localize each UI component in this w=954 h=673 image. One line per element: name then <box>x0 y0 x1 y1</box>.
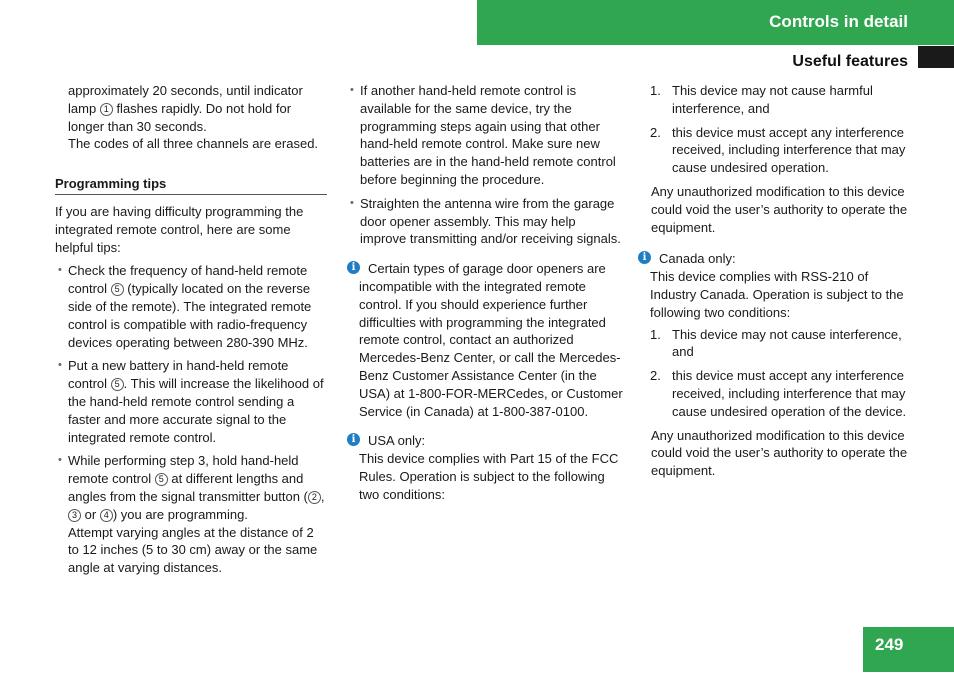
item-number-4: 4 <box>100 509 113 522</box>
programming-tips-heading: Programming tips <box>55 175 327 195</box>
usa-condition-2 <box>638 124 914 177</box>
info-icon: i <box>347 261 360 274</box>
item-number-3: 3 <box>68 509 81 522</box>
tip-bullet-other-remote: • If another hand-held remote control is available for the same device, try the programming steps again using that other hand-held remote control. Make sure new batteries are in the hand-held remote control before beginning the procedure. <box>347 82 623 189</box>
intro-line: lamp <box>68 100 97 116</box>
tip-bullet-frequency <box>55 262 327 351</box>
list-number: 2. <box>650 368 661 384</box>
list-text: This device may not cause interference, and <box>672 326 902 360</box>
thumb-tab-marker <box>918 46 954 68</box>
bullet-text: Attempt varying angles at the distance of 2 to 12 inches (5 to 30 cm) away or the same angle at varying distances. <box>68 524 318 576</box>
info-note-canada <box>638 250 914 321</box>
intro-line: flashes rapidly. Do not hold for <box>116 100 292 116</box>
list-number: 1. <box>650 326 661 342</box>
tip-bullet-angles <box>55 452 327 577</box>
item-number-2: 2 <box>308 491 321 504</box>
column-middle <box>347 82 623 504</box>
item-number-5: 5 <box>111 283 124 296</box>
list-number: 1. <box>650 83 661 98</box>
info-usa-title: USA only: <box>368 433 426 449</box>
bullet-text: (typically located on the reverse side of the remote). The integrated remote control is compatible with radio-frequency devices operating between 280-390 MHz. <box>68 281 312 350</box>
page-number-box <box>863 627 954 672</box>
page-number: 249 <box>875 635 904 654</box>
list-text: This device may not cause harmful interference, and <box>672 83 873 116</box>
intro-line: approximately 20 seconds, until indicator <box>68 83 303 98</box>
list-text: this device must accept any interference received, including interference that may cause undesired operation of the device. <box>672 368 907 419</box>
programming-tips-lead: If you are having difficulty programming the integrated remote control, here are some helpful tips: <box>55 203 304 255</box>
list-text: this device must accept any interference received, including interference that may cause undesired operation. <box>672 124 906 176</box>
info-note-incompatible <box>347 260 623 420</box>
bullet-text: ) you are programming. <box>112 506 248 522</box>
info-icon: i <box>347 433 360 446</box>
column-right <box>638 82 914 480</box>
indicator-number-1: 1 <box>100 103 113 116</box>
intro-paragraph <box>55 82 327 153</box>
column-left <box>55 82 327 583</box>
intro-line: longer than 30 seconds. <box>68 118 207 134</box>
usa-condition-1 <box>638 82 914 118</box>
info-usa-body: This device complies with Part 15 of the FCC Rules. Operation is subject to the following two conditions: <box>359 451 619 502</box>
section-title: Controls in detail <box>769 12 908 31</box>
subsection-title: Useful features <box>792 53 908 70</box>
intro-line: The codes of all three channels are erased. <box>68 136 319 152</box>
bullet-text: or <box>84 506 97 522</box>
info-canada-body: This device complies with RSS-210 of Industry Canada. Operation is subject to the following two conditions: <box>650 269 904 320</box>
usa-warning: Any unauthorized modification to this device could void the user’s authority to operate the equipment. <box>651 183 908 235</box>
canada-condition-2 <box>638 367 914 420</box>
info-canada-title: Canada only: <box>659 251 736 267</box>
section-header-bar <box>477 0 954 45</box>
tip-bullet-antenna: • Straighten the antenna wire from the garage door opener assembly. This may help improve transmitting and/or receiving signals. <box>347 195 623 248</box>
item-number-5: 5 <box>111 378 124 391</box>
item-number-5: 5 <box>155 473 168 486</box>
bullet-text: at different lengths and angles from the signal transmitter button ( <box>68 471 308 504</box>
bullet-text: Put a new battery in hand-held remote control <box>68 358 289 392</box>
canada-condition-1 <box>638 326 914 362</box>
canada-warning: Any unauthorized modification to this device could void the user’s authority to operate the equipment. <box>651 427 908 479</box>
info-icon: i <box>638 251 651 264</box>
bullet-text: , <box>320 488 325 504</box>
tip-bullet-battery <box>55 357 327 446</box>
bullet-text: While performing step 3, hold hand-held remote control <box>68 453 299 487</box>
bullet-text: . This will increase the likelihood of the hand-held remote control sending a faster and more accurate signal to the integrated remote control. <box>68 376 324 445</box>
bullet-text: Check the frequency of hand-held remote control <box>68 263 308 297</box>
list-number: 2. <box>650 124 661 140</box>
info-note-text: Certain types of garage door openers are incompatible with the integrated remote control. If you should experience further difficulties with programming the integrated remote control, contact an authorized Mercedes-Benz Center, or call the Mercedes-Benz Customer Assistance Center (in the USA) at 1-800-FOR-MERCedes, or Customer Service (in Canada) at 1-800-387-0100. <box>359 261 623 419</box>
info-note-usa <box>347 432 623 503</box>
